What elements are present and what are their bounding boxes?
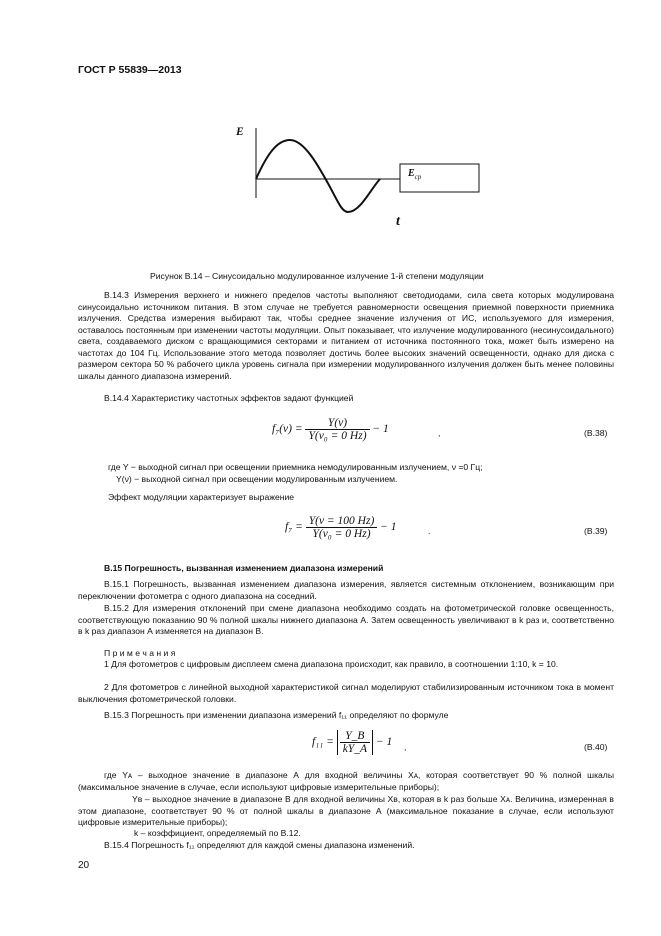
where-yb: Yв – выходное значение в диапазоне В для входной величины Xв, которая в k раз больше Xᴀ. Величина, измеренная в этом диапазоне, соответствует 90 % от полной шкалы в диапазоне А (максимальное показание в случае, если используют цифровые измерительные приборы); bbox=[78, 794, 614, 827]
sine-figure bbox=[230, 120, 490, 240]
equation-b39 bbox=[285, 515, 397, 540]
where-y: где Y − выходной сигнал при освещении приемника немодулированным излучением, ν =0 Гц; bbox=[108, 462, 483, 472]
document-header: ГОСТ Р 55839—2013 bbox=[78, 64, 182, 76]
paragraph-b14-3: В.14.3 Измерения верхнего и нижнего пределов частоты выполняют светодиодами, сила света которых модулирована синусоидально источником питания. В этом случае не требуется равномерности освещения приемной поверхности приемника излучения. Средства измерения выбирают так, чтобы среднее значение излучения от ИС, используемого для измерения, оставалось постоянным при изменении частоты модуляции. Опыт показывает, что излучение модулированного (несинусоидального) света, создаваемого диском с вращающимися секторами и питанием от источника постоянного тока, может быть измерено на частотах до 104 Гц. Использование этого метода позволяет достичь более высоких значений освещенности, однако для диска с размером сектора 50 % рабочего цикла уровень сигнала при измерении модулированного излучения должен быть менее половины шкалы данного диапазона измерений. bbox=[78, 290, 614, 381]
paragraph-b14-4: В.14.4 Характеристику частотных эффектов задают функцией bbox=[104, 393, 354, 403]
axis-x-label: t bbox=[396, 214, 400, 229]
equation-b40 bbox=[312, 730, 392, 755]
eq38-fraction bbox=[305, 417, 369, 442]
axis-y-label: E bbox=[236, 126, 244, 138]
paragraph-modulation: Эффект модуляции характеризует выражение bbox=[108, 492, 295, 502]
paragraph-b15-4: В.15.4 Погрешность f₁₁ определяют для каждой смены диапазона изменений. bbox=[104, 840, 415, 850]
paragraph-b15-3: В.15.3 Погрешность при изменении диапазона измерений f₁₁ определяют по формуле bbox=[104, 710, 449, 720]
eq38-numerator: Y(ν) bbox=[327, 417, 348, 429]
eq38-comma: , bbox=[438, 428, 441, 438]
sine-chart bbox=[230, 120, 490, 240]
eq40-lhs: f₁₁ = bbox=[312, 736, 334, 749]
equation-number-b40: (В.40) bbox=[584, 742, 608, 752]
where-y-nu: Y(ν) − выходной сигнал при освещении модулированным излучением. bbox=[116, 474, 398, 484]
equation-number-b39: (В.39) bbox=[584, 526, 608, 536]
legend-label: $E_{ср}$ bbox=[408, 168, 422, 181]
note-2: 2 Для фотометров с линейной выходной характеристикой сигнал моделируют стабилизированным источником тока в момент выключения фотометрической головки. bbox=[78, 682, 614, 704]
eq40-comma: , bbox=[404, 742, 407, 752]
eq39-fraction bbox=[306, 515, 378, 540]
eq40-tail: − 1 bbox=[375, 736, 393, 749]
eq40-fraction bbox=[340, 730, 370, 755]
eq40-numerator: Y_B bbox=[345, 730, 365, 742]
note-1: 1 Для фотометров с цифровым дисплеем смена диапазона происходит, как правило, в соотношении 1:10, k = 10. bbox=[104, 659, 559, 669]
equation-number-b38: (В.38) bbox=[584, 428, 608, 438]
paragraph-b15-1: В.15.1 Погрешность, вызванная изменением диапазона измерения, является системным отклонением, возникающим при переключении фотометра с одного диапазона на соседний. bbox=[78, 579, 614, 601]
eq40-denominator: kY_A bbox=[340, 742, 370, 755]
page-number: 20 bbox=[78, 860, 90, 871]
eq39-denominator: Y(ν₀ = 0 Hz) bbox=[306, 527, 378, 540]
equation-b38 bbox=[272, 417, 389, 442]
section-heading-b15: В.15 Погрешность, вызванная изменением диапазона измерений bbox=[104, 563, 384, 573]
eq38-tail: − 1 bbox=[372, 423, 389, 436]
where-ya: где Yᴀ – выходное значение в диапазоне А для входной величины Xᴀ, которая соответствует 90 % полной шкалы (максимальное значение в случае, если используют цифровые измерительные приборы); bbox=[78, 770, 614, 792]
eq39-lhs: f₇ = bbox=[285, 521, 303, 534]
eq40-abs-bars bbox=[337, 730, 373, 755]
paragraph-b15-2: В.15.2 Для измерения отклонений при смене диапазона необходимо создать на фотометрической головке освещенность, соответствующую показанию 90 % полной шкалы нижнего диапазона А. Затем освещенность увеличивают в k раз и, соответственно в k раз диапазон А изменяется на диапазон В. bbox=[78, 603, 614, 636]
sine-curve bbox=[256, 140, 380, 212]
eq39-numerator: Y(ν = 100 Hz) bbox=[308, 515, 375, 527]
eq39-comma: . bbox=[428, 526, 431, 536]
eq39-tail: − 1 bbox=[380, 521, 397, 534]
where-k: k – коэффициент, определяемый по В.12. bbox=[134, 828, 301, 838]
figure-caption: Рисунок В.14 – Синусоидально модулированное излучение 1-й степени модуляции bbox=[150, 271, 484, 281]
eq38-denominator: Y(ν₀ = 0 Hz) bbox=[305, 429, 369, 442]
legend-subscript: ср bbox=[414, 173, 422, 181]
eq38-lhs: f₇(ν) = bbox=[272, 423, 303, 436]
notes-title: П р и м е ч а н и я bbox=[104, 648, 176, 658]
